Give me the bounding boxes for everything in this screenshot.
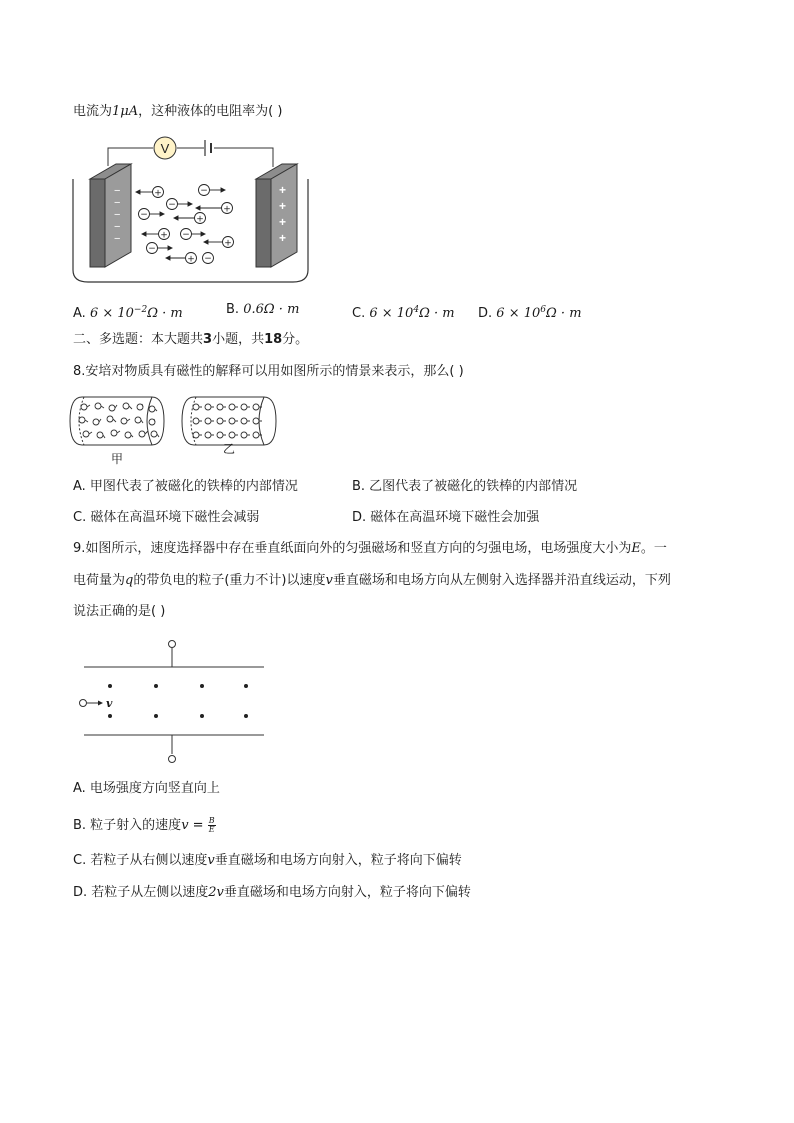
velocity-arrow-icon <box>98 701 103 706</box>
q7-option-a[interactable]: A. $6 \times 10^{-2}\Omega \cdot m$ <box>73 305 183 321</box>
q9-stem-line2: 电荷量为q的带负电的粒子(重力不计)以速度v垂直磁场和电场方向从左侧射入选择器并沿直线运动，下列 <box>73 573 671 588</box>
q9-option-d[interactable]: D. 若粒子从左侧以速度2v垂直磁场和电场方向射入，粒子将向下偏转 <box>73 885 471 900</box>
q7-option-b[interactable]: B. 0.6Ω · m <box>226 302 300 317</box>
magnetic-field-dots <box>108 684 248 718</box>
ions-group <box>136 185 234 265</box>
q7-stem-current: 1μA <box>112 104 139 119</box>
label-jia: 甲 <box>110 452 124 466</box>
svg-text:−: − <box>114 185 121 197</box>
velocity-label: v <box>106 697 113 710</box>
svg-text:+: + <box>279 231 287 245</box>
q8-option-a[interactable]: A. 甲图代表了被磁化的铁棒的内部情况 <box>73 479 298 494</box>
q8-stem: 8.安培对物质具有磁性的解释可以用如图所示的情景来表示，那么( ) <box>73 364 464 379</box>
q9-option-a[interactable]: A. 电场强度方向竖直向上 <box>73 781 220 796</box>
q7-stem-pre: 电流为 <box>73 104 113 119</box>
q9-option-c[interactable]: C. 若粒子从右侧以速度v垂直磁场和电场方向射入，粒子将向下偏转 <box>73 853 462 868</box>
svg-text:−: − <box>114 209 121 221</box>
q8-option-d[interactable]: D. 磁体在高温环境下磁性会加强 <box>352 510 540 525</box>
svg-text:−: − <box>114 233 121 245</box>
svg-text:−: − <box>200 186 208 196</box>
q8-option-c[interactable]: C. 磁体在高温环境下磁性会减弱 <box>73 510 260 525</box>
svg-text:+: + <box>279 215 287 229</box>
section-heading: 二、多选题：本大题共3小题，共18分。 <box>73 332 309 347</box>
svg-text:+: + <box>187 254 195 265</box>
svg-text:+: + <box>154 188 162 199</box>
svg-text:−: − <box>182 230 190 240</box>
label-yi: 乙 <box>222 442 236 456</box>
svg-text:−: − <box>140 210 148 220</box>
magnet-domain-figure <box>72 394 282 466</box>
q7-option-c[interactable]: C. $6 \times 10^4\Omega \cdot m$ <box>352 305 455 321</box>
q9-stem-line1: 9.如图所示，速度选择器中存在垂直纸面向外的匀强磁场和竖直方向的匀强电场，电场强度大小为E。一 <box>73 541 667 556</box>
svg-text:+: + <box>196 214 204 225</box>
q7-option-d[interactable]: D. $6 \times 10^6\Omega \cdot m$ <box>478 305 582 321</box>
aligned-domains <box>193 404 262 438</box>
upper-terminal <box>169 641 176 648</box>
fraction-b-over-e: $\frac{B}{E}$ <box>208 816 215 834</box>
particle-icon <box>80 700 87 707</box>
svg-text:+: + <box>279 199 287 213</box>
lower-terminal <box>169 756 176 763</box>
electrolyte-tank-figure <box>68 134 313 286</box>
svg-text:−: − <box>148 244 156 254</box>
svg-text:−: − <box>114 197 121 209</box>
svg-text:−: − <box>204 254 212 264</box>
svg-text:−: − <box>168 200 176 210</box>
svg-text:−: − <box>114 221 121 233</box>
circuit-wire <box>108 148 153 166</box>
voltmeter-label: V <box>160 141 170 156</box>
q9-stem-line3: 说法正确的是( ) <box>73 604 166 619</box>
svg-text:+: + <box>160 230 168 241</box>
svg-text:+: + <box>279 183 287 197</box>
q7-stem <box>73 103 282 121</box>
svg-text:+: + <box>224 238 232 249</box>
svg-text:+: + <box>223 204 231 215</box>
q7-stem-post: ，这种液体的电阻率为( ) <box>138 104 283 119</box>
velocity-selector-figure <box>76 636 271 766</box>
q9-option-b[interactable]: B. 粒子射入的速度v = $\frac{B}{E}$ <box>73 816 215 834</box>
q8-option-b[interactable]: B. 乙图代表了被磁化的铁棒的内部情况 <box>352 479 578 494</box>
